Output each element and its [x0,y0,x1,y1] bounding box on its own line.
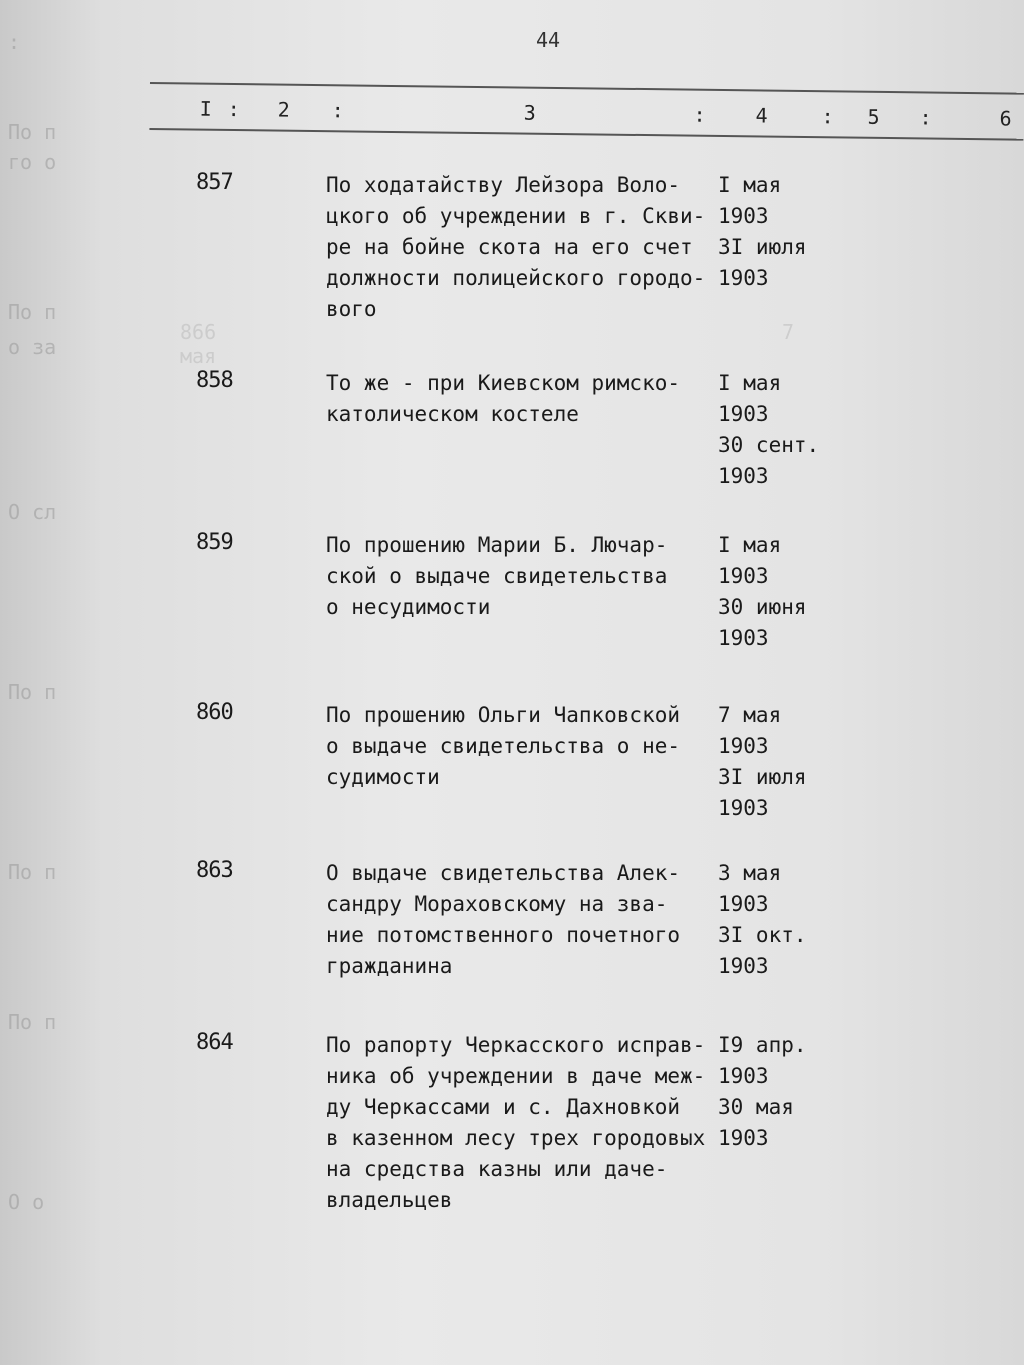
header-col6: 6 [999,106,1012,131]
case-dates: I мая 1903 30 сент. 1903 [718,371,820,488]
case-number: 863 [196,858,233,883]
case-description: По ходатайству Лейзора Воло- цкого об учреждении в г. Скви- ре на бойне скота на его счет должности полицейского городо- вого [326,173,706,321]
case-number: 859 [196,530,233,555]
case-number: 860 [196,700,233,725]
case-dates: 7 мая 1903 3I июля 1903 [718,703,807,820]
header-col4: 4 [755,103,768,128]
case-description: По рапорту Черкасского исправ- ника об учреждении в даче меж- ду Черкассами и с. Дахновкой в казенном лесу трех городовых на средства казны или даче- владельцев [326,1033,706,1212]
header-col2: 2 [277,97,290,122]
case-number: 857 [196,170,233,195]
case-number: 858 [196,368,233,393]
case-dates: I мая 1903 30 июня 1903 [718,533,807,650]
case-dates: I мая 1903 3I июля 1903 [718,173,807,290]
case-description: По прошению Марии Б. Лючар- ской о выдаче свидетельства о несудимости [326,533,668,619]
case-description: О выдаче свидетельства Алек- сандру Мораховскому на зва- ние потомственного почетного гражданина [326,861,681,978]
page-number: 44 [536,28,561,52]
header-col5: 5 [867,104,880,129]
case-number: 864 [196,1030,233,1055]
case-dates: I9 апр. 1903 30 мая 1903 [718,1033,807,1150]
header-col1: I [199,96,212,121]
show-through-text: 866 7 мая [180,320,795,368]
header-col3: 3 [523,100,536,125]
case-description: То же - при Киевском римско- католическом костеле [326,371,681,426]
case-dates: 3 мая 1903 3I окт. 1903 [718,861,807,978]
column-header-row: I : 2 : 3 : 4 : 5 : 6 [149,82,1024,141]
case-description: По прошению Ольги Чапковской о выдаче свидетельства о не- судимости [326,703,681,789]
previous-page-bleed: : По п го о По п о за О сл По п По п По п О о [8,30,57,1214]
